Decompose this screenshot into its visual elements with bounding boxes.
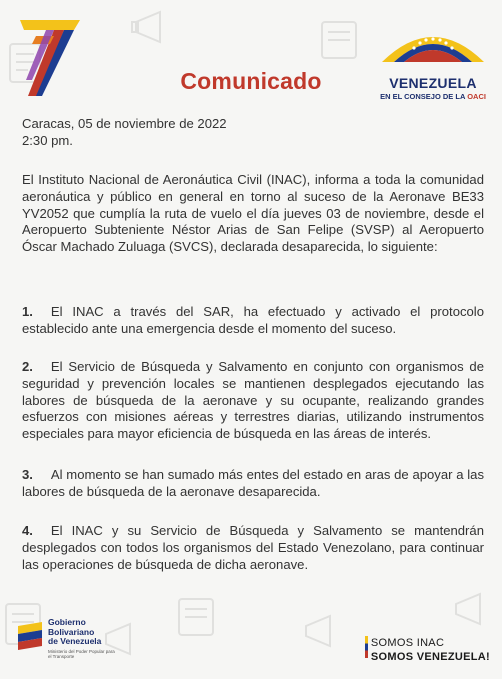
- item-text: El INAC a través del SAR, ha efectuado y activado el protocolo establecido ante una emergencia desde el momento del suceso.: [22, 304, 484, 336]
- document-doodle-icon: [175, 595, 219, 641]
- place-date: Caracas, 05 de noviembre de 2022: [22, 116, 227, 131]
- item-number: 3.: [22, 467, 33, 482]
- venezuela-oaci-logo: [374, 18, 492, 104]
- slogan: [365, 636, 490, 664]
- item-text: Al momento se han sumado más entes del estado en aras de apoyar a las labores de búsqueda de la aeronave desaparecida.: [22, 467, 484, 499]
- oaci-subtitle-acronym: OACI: [467, 92, 486, 101]
- list-item: [22, 523, 484, 573]
- gobierno-bolivariano-logo: [16, 616, 126, 676]
- list-item: [22, 359, 484, 443]
- item-text: El Servicio de Búsqueda y Salvamento en conjunto con organismos de seguridad y prevención locales se mantienen desplegados ejecutando las labores de búsqueda de la aeronave y su ocupante, realizando grandes esfuerzos con misiones aéreas y terrestres diarias, utilizando instrumentos especiales para mayor eficiencia de búsqueda en las áreas de interés.: [22, 359, 484, 442]
- megaphone-doodle-icon: [300, 612, 350, 652]
- item-number: 4.: [22, 523, 33, 538]
- gobierno-line-3: de Venezuela: [48, 636, 102, 646]
- ministerio-text: Ministerio del Poder Popular para el Transporte: [48, 649, 115, 659]
- slogan-text: [371, 636, 490, 664]
- megaphone-doodle-icon: [450, 590, 500, 630]
- item-number: 2.: [22, 359, 33, 374]
- intro-paragraph: El Instituto Nacional de Aeronáutica Civil (INAC), informa a toda la comunidad aeronáutica y público en general en torno al suceso de la Aeronave BE33 YV2052 que cumplía la ruta de vuelo el día jueves 03 de noviembre, desde el Aeropuerto Subteniente Néstor Arias de San Felipe (SVSP) al Aeropuerto Óscar Machado Zuluaga (SVCS), declarada desaparecida, lo siguiente:: [22, 172, 484, 255]
- gobierno-line-2: Bolivariano: [48, 626, 95, 637]
- oaci-subtitle: [374, 92, 492, 101]
- gobierno-line-1: Gobierno: [48, 617, 86, 627]
- flag-arc-icon: [374, 18, 492, 74]
- item-text: El INAC y su Servicio de Búsqueda y Salvamento se mantendrán desplegados con todos los organismos del Estado Venezolano, para continuar las operaciones de búsqueda de dicha aeronave.: [22, 523, 484, 572]
- megaphone-doodle-icon: [130, 8, 180, 48]
- slogan-line-2: SOMOS VENEZUELA!: [370, 651, 490, 663]
- flag-bar-icon: [365, 636, 368, 658]
- list-item: [22, 467, 484, 501]
- list-item: [22, 304, 484, 338]
- page-title: Comunicado: [180, 68, 322, 94]
- oaci-subtitle-prefix: EN EL CONSEJO DE LA: [380, 92, 466, 101]
- time: 2:30 pm.: [22, 133, 73, 148]
- item-number: 1.: [22, 304, 33, 319]
- document-doodle-icon: [318, 18, 362, 64]
- slogan-line-1: SOMOS INAC: [370, 637, 445, 649]
- gobierno-text: [48, 618, 101, 647]
- venezuela-wordmark: VENEZUELA: [389, 75, 477, 91]
- flag-emblem-icon: [16, 620, 44, 654]
